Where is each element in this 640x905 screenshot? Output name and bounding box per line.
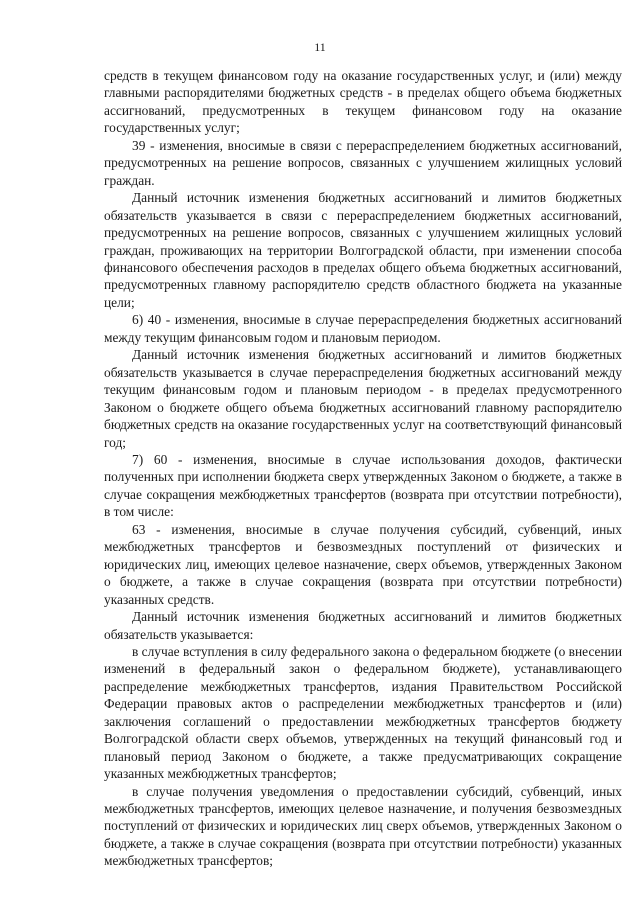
paragraph-item-6-40: 6) 40 - изменения, вносимые в случае перераспределения бюджетных ассигнований между текущим финансовым годом и плановым периодом. (104, 312, 622, 345)
paragraph-source-39-explanation: Данный источник изменения бюджетных ассигнований и лимитов бюджетных обязательств указывается в связи с перераспределением бюджетных ассигнований, предусмотренных на решение вопросов, связанных с улучшением жилищных условий граждан, проживающих на территории Волгоградской области, при изменении способа финансового обеспечения расходов в пределах общего объема бюджетных ассигнований, предусмотренных главному распорядителю средств областного бюджета на указанные цели; (104, 190, 622, 310)
paragraph-item-7-60: 7) 60 - изменения, вносимые в случае использования доходов, фактически полученных при исполнении бюджета сверх утвержденных Законом о бюджете, а также в случае сокращения межбюджетных трансфертов (возврата при отсутствии потребности), в том числе: (104, 451, 622, 520)
page-number: 11 (314, 40, 326, 54)
paragraph-source-40-explanation: Данный источник изменения бюджетных ассигнований и лимитов бюджетных обязательств указывается в случае перераспределения бюджетных ассигнований между текущим финансовым годом и плановым периодом - в пределах предусмотренного Законом о бюджете общего объема бюджетных ассигнований главному распорядителю бюджетных средств на оказание государственных услуг на соответствующий финансовый год; (104, 347, 622, 450)
paragraph-item-63: 63 - изменения, вносимые в случае получения субсидий, субвенций, иных межбюджетных трансфертов и безвозмездных поступлений от физических и юридических лиц, имеющих целевое назначение, сверх объемов, утвержденных Законом о бюджете, а также в случае сокращения (возврата при отсутствии потребности) указанных средств. (104, 521, 622, 607)
paragraph-case-federal-law: в случае вступления в силу федерального закона о федеральном бюджете (о внесении изменений в федеральный закон о федеральном бюджете), устанавливающего распределение межбюджетных трансфертов, издания Правительством Российской Федерации правовых актов о распределении межбюджетных трансфертов и (или) заключения соглашений о предоставлении межбюджетных трансфертов бюджету Волгоградской области сверх объемов, утвержденных на текущий финансовый год и плановый период Законом о бюджете, а также предусматривающих сокращение указанных межбюджетных трансфертов; (104, 643, 622, 782)
paragraph-case-notification: в случае получения уведомления о предоставлении субсидий, субвенций, иных межбюджетных трансфертов, имеющих целевое назначение, и получения безвозмездных поступлений от физических и юридических лиц сверх объемов, утвержденных Законом о бюджете, а также в случае сокращения (возврата при отсутствии потребности) указанных межбюджетных трансфертов; (104, 783, 622, 869)
document-body (104, 67, 622, 870)
paragraph-source-63-intro: Данный источник изменения бюджетных ассигнований и лимитов бюджетных обязательств указывается: (104, 609, 622, 642)
paragraph-continuation: средств в текущем финансовом году на оказание государственных услуг, и (или) между главными распорядителями бюджетных средств - в пределах общего объема бюджетных ассигнований, предусмотренных в текущем финансовом году на оказание государственных услуг; (104, 68, 622, 136)
paragraph-item-39: 39 - изменения, вносимые в связи с перераспределением бюджетных ассигнований, предусмотренных на решение вопросов, связанных с улучшением жилищных условий граждан. (104, 137, 622, 188)
